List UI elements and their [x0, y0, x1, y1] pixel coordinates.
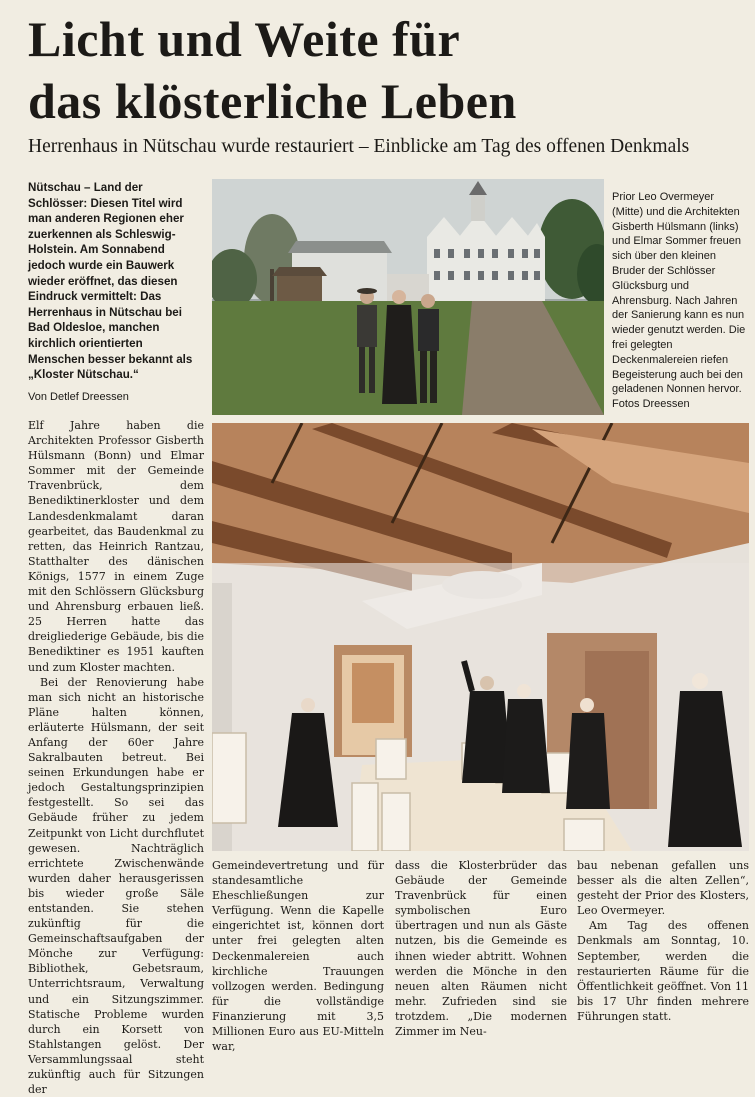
body-paragraph-1: Elf Jahre haben die Architekten Professor Gisberth Hülsmann (Bonn) und Elmar Sommer mit der Gemeinde Travenbrück, dem Benediktinerkloster und dem Landesdenkmalamt daran gearbeitet, das Baudenkmal zu retten, das Heinrich Rantzau, Statthalter des dänischen Königs, 1577 in einem Zuge mit den Schlössern Glücksburg und Ahrensburg erbauen ließ. 25 Herren hatte das dreigliederige Gebäude, bis die Benediktiner es 1951 kauften und zum Kloster machten. [28, 419, 204, 674]
body-column-3 [395, 858, 567, 1039]
body-paragraph-3: Gemeindevertretung und für standesamtliche Eheschließungen zur Verfügung. Wenn die Kapelle eingerichtet ist, können dort unter frei gelegten alten Deckenmalereien auch kirchliche Trauungen vollzogen werden. Bedingung für die vollständige Finanzierung mit 3,5 Millionen Euro aus EU-Mitteln war, [212, 859, 384, 1054]
body-column-4 [577, 858, 749, 1024]
body-paragraph-6: Am Tag des offenen Denkmals am Sonntag, 10. September, werden die restaurierten Räume für die Öffentlichkeit geöffnet. Von 11 bis 17 Uhr finden mehrere Führungen statt. [577, 919, 749, 1023]
interior-hall-photo [212, 423, 749, 851]
lead-paragraph: Nütschau – Land der Schlösser: Diesen Titel wird man anderen Regionen eher zuerkennen als Schleswig-Holstein. Am Sonnabend jedoch wurde ein Bauwerk wieder eröffnet, das diesen Eindruck vermittelt: Das Herrenhaus in Nütschau bei Bad Oldesloe, manchen kirchlich orientierten Menschen besser bekannt als „Kloster Nütschau.“ [28, 181, 193, 382]
subheadline: Herrenhaus in Nütschau wurde restauriert – Einblicke am Tag des offenen Denkmals [28, 136, 690, 157]
headline [28, 8, 728, 132]
byline: Von Detlef Dreessen [28, 391, 129, 403]
body-column-2 [212, 858, 384, 1054]
body-paragraph-2: Bei der Renovierung habe man sich nicht an historische Pläne halten können, erläuterte Hülsmann, der seit Anfang der 60er Jahre Sakralbauten betreut. Bei seinen Erkundungen habe er jedoch Gestaltungsprinzipien festgestellt. So sei das Gebäude früher zu jedem Zeitpunkt von Licht durchflutet gewesen. Nachträglich errichtete Zwischenwände wurden daher herausgerissen bis wieder große Säle entstanden. Sie stehen zukünftig für die Gemeinschaftsaufgaben der Mönche zur Verfügung: Bibliothek, Gebetsraum, Unterrichtsraum, Verwaltung und ein Sitzungszimmer. Statische Probleme wurden durch ein Korsett von Stahlstangen gelöst. Der Versammlungssaal steht zukünftig auch für Sitzungen der [28, 675, 204, 1097]
body-paragraph-4: dass die Klosterbrüder das Gebäude der Gemeinde Travenbrück für einen symbolischen Euro übertragen und nun als Gäste nutzen, bis die Gemeinde es ihnen wieder abtritt. Wohnen werden die Mönche in den neuen alten Räumen nicht mehr. Zufrieden sind sie trotzdem. „Die modernen Zimmer im Neu- [395, 859, 567, 1039]
manor-house-photo [212, 179, 604, 415]
body-column-1 [28, 418, 204, 1097]
three-men-figures [357, 288, 439, 404]
manor-house-illustration [212, 179, 604, 415]
headline-line-1: Licht und Weite für [28, 11, 461, 67]
photo-caption: Prior Leo Overmeyer (Mitte) und die Architekten Gisberth Hülsmann (links) und Elmar Sommer freuen sich über den kleinen Bruder der Schlösser Glücksburg und Ahrensburg. Nach Jahren der Sanierung kann es nun wieder genutzt werden. Die frei gelegten Deckenmalereien riefen Begeisterung auch bei den geladenen Nonnen hervor. Fotos Dreessen [612, 191, 746, 411]
interior-hall-illustration [212, 423, 749, 851]
headline-line-2: das klösterliche Leben [28, 73, 517, 129]
body-paragraph-5: bau nebenan gefallen uns besser als die alten Zellen“, gesteht der Prior des Klosters, Leo Overmeyer. [577, 859, 749, 918]
